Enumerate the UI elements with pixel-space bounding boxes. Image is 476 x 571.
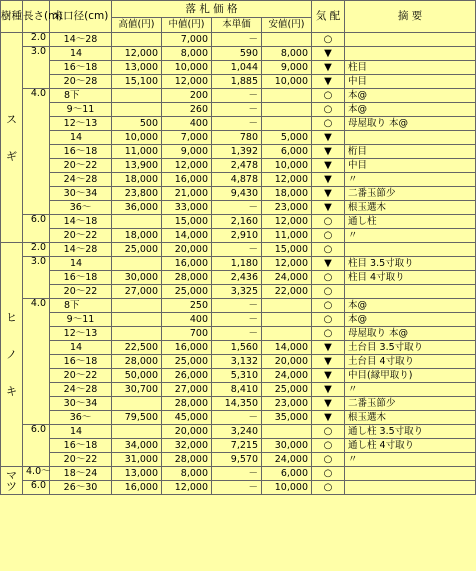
- mid-price-cell: 200: [162, 89, 212, 103]
- note-cell: 土台目 3.5寸取り: [345, 341, 476, 355]
- note-cell: 中目(縁甲取り): [345, 369, 476, 383]
- table-row: [1, 61, 476, 75]
- mid-price-cell: 700: [162, 327, 212, 341]
- unit-price-cell: －: [212, 313, 262, 327]
- trend-cell: ○: [312, 33, 345, 47]
- table-row: [1, 341, 476, 355]
- note-cell: 母屋取り 本@: [345, 117, 476, 131]
- table-row: [1, 215, 476, 229]
- note-cell: 桁目: [345, 145, 476, 159]
- table-row: [1, 187, 476, 201]
- high-price-cell: 36,000: [112, 201, 162, 215]
- high-price-cell: 13,000: [112, 467, 162, 481]
- unit-price-cell: －: [212, 201, 262, 215]
- diameter-cell: 16～18: [50, 271, 112, 285]
- high-price-cell: 31,000: [112, 453, 162, 467]
- table-row: [1, 271, 476, 285]
- table-row: [1, 229, 476, 243]
- table-row: [1, 131, 476, 145]
- diameter-cell: 8下: [50, 89, 112, 103]
- note-cell: 根玉選木: [345, 411, 476, 425]
- note-cell: 通し柱 4寸取り: [345, 439, 476, 453]
- species-char: ヒ: [6, 311, 17, 324]
- low-price-cell: 12,000: [262, 215, 312, 229]
- unit-price-cell: －: [212, 411, 262, 425]
- low-price-cell: 10,000: [262, 481, 312, 495]
- low-price-cell: 6,000: [262, 467, 312, 481]
- trend-cell: ○: [312, 229, 345, 243]
- diameter-cell: 20～28: [50, 75, 112, 89]
- low-price-cell: [262, 33, 312, 47]
- low-price-cell: [262, 299, 312, 313]
- price-group-header: 落 札 価 格: [112, 1, 312, 18]
- trend-cell: ○: [312, 439, 345, 453]
- length-cell: 6.0: [23, 481, 50, 495]
- table-row: [1, 425, 476, 439]
- note-cell: [345, 481, 476, 495]
- low-price-cell: 14,000: [262, 341, 312, 355]
- species-cell: [1, 467, 23, 495]
- table-row: [1, 145, 476, 159]
- low-price-cell: 5,000: [262, 131, 312, 145]
- high-price-cell: 79,500: [112, 411, 162, 425]
- trend-cell: ▼: [312, 383, 345, 397]
- low-price-cell: 22,000: [262, 285, 312, 299]
- low-price-cell: [262, 313, 312, 327]
- low-price-cell: 10,000: [262, 75, 312, 89]
- unit-price-cell: 1,885: [212, 75, 262, 89]
- diameter-cell: 16～18: [50, 439, 112, 453]
- low-price-cell: 15,000: [262, 243, 312, 257]
- mid-price-cell: 15,000: [162, 215, 212, 229]
- mid-price-cell: 26,000: [162, 369, 212, 383]
- trend-cell: ▼: [312, 341, 345, 355]
- trend-cell: ○: [312, 481, 345, 495]
- table-row: [1, 313, 476, 327]
- table-row: [1, 411, 476, 425]
- note-cell: 母屋取り 本@: [345, 327, 476, 341]
- diameter-cell: 18～24: [50, 467, 112, 481]
- table-row: [1, 397, 476, 411]
- unit-price-cell: 14,350: [212, 397, 262, 411]
- trend-cell: ▼: [312, 159, 345, 173]
- diameter-cell: 20～22: [50, 229, 112, 243]
- diameter-cell: 14～28: [50, 33, 112, 47]
- table-row: [1, 75, 476, 89]
- high-price-cell: [112, 215, 162, 229]
- note-cell: 二番玉節少: [345, 187, 476, 201]
- note-cell: [345, 131, 476, 145]
- table-row: [1, 327, 476, 341]
- species-cell: [1, 33, 23, 243]
- note-cell: [345, 467, 476, 481]
- high-price-cell: 30,000: [112, 271, 162, 285]
- high-header: 高値(円): [112, 17, 162, 32]
- species-char: キ: [6, 385, 17, 398]
- trend-cell: ▼: [312, 369, 345, 383]
- note-cell: 本@: [345, 313, 476, 327]
- diameter-cell: 8下: [50, 299, 112, 313]
- diameter-cell: 14: [50, 47, 112, 61]
- unit-price-cell: 4,878: [212, 173, 262, 187]
- mid-price-cell: 16,000: [162, 341, 212, 355]
- unit-price-cell: 9,570: [212, 453, 262, 467]
- diameter-cell: 16～18: [50, 145, 112, 159]
- mid-price-cell: 7,000: [162, 33, 212, 47]
- mid-header: 中値(円): [162, 17, 212, 32]
- high-price-cell: [112, 103, 162, 117]
- trend-cell: ▼: [312, 411, 345, 425]
- mid-price-cell: 27,000: [162, 383, 212, 397]
- diameter-cell: 14: [50, 341, 112, 355]
- trend-cell: ○: [312, 271, 345, 285]
- unit-price-cell: 2,436: [212, 271, 262, 285]
- trend-cell: ▼: [312, 131, 345, 145]
- mid-price-cell: 21,000: [162, 187, 212, 201]
- diameter-cell: 14～28: [50, 243, 112, 257]
- diameter-cell: 16～18: [50, 61, 112, 75]
- length-cell: 2.0: [23, 243, 50, 257]
- unit-price-cell: 1,392: [212, 145, 262, 159]
- mid-price-cell: 28,000: [162, 397, 212, 411]
- trend-cell: ▼: [312, 187, 345, 201]
- note-cell: 柱目 4寸取り: [345, 271, 476, 285]
- table-row: [1, 369, 476, 383]
- mid-price-cell: 25,000: [162, 285, 212, 299]
- mid-price-cell: 12,000: [162, 159, 212, 173]
- table-row: [1, 33, 476, 47]
- unit-price-cell: －: [212, 299, 262, 313]
- low-price-cell: 24,000: [262, 453, 312, 467]
- unit-price-cell: 3,325: [212, 285, 262, 299]
- high-price-cell: 10,000: [112, 131, 162, 145]
- trend-cell: ▼: [312, 397, 345, 411]
- note-cell: 根玉選木: [345, 201, 476, 215]
- unit-price-cell: 2,910: [212, 229, 262, 243]
- unit-price-cell: －: [212, 327, 262, 341]
- length-cell: 4.0: [23, 299, 50, 425]
- trend-cell: ▼: [312, 201, 345, 215]
- diameter-cell: 12～13: [50, 117, 112, 131]
- note-cell: 土台目 4寸取り: [345, 355, 476, 369]
- unit-price-cell: －: [212, 467, 262, 481]
- length-cell: 6.0: [23, 425, 50, 467]
- trend-cell: ○: [312, 467, 345, 481]
- length-cell: 6.0: [23, 215, 50, 243]
- high-price-cell: 27,000: [112, 285, 162, 299]
- unit-price-cell: 590: [212, 47, 262, 61]
- high-price-cell: 23,800: [112, 187, 162, 201]
- low-price-cell: 10,000: [262, 159, 312, 173]
- low-price-cell: 24,000: [262, 271, 312, 285]
- low-price-cell: 23,000: [262, 201, 312, 215]
- note-cell: 通し柱: [345, 215, 476, 229]
- mid-price-cell: 28,000: [162, 271, 212, 285]
- length-cell: 4.0: [23, 89, 50, 215]
- table-row: [1, 467, 476, 481]
- low-price-cell: 11,000: [262, 229, 312, 243]
- high-price-cell: [112, 397, 162, 411]
- diameter-cell: 20～22: [50, 285, 112, 299]
- length-cell: 4.0～: [23, 467, 50, 481]
- table-row: [1, 89, 476, 103]
- trend-cell: ○: [312, 103, 345, 117]
- mid-price-cell: 16,000: [162, 257, 212, 271]
- low-price-cell: 30,000: [262, 439, 312, 453]
- note-cell: 〃: [345, 229, 476, 243]
- high-price-cell: 12,000: [112, 47, 162, 61]
- table-row: [1, 201, 476, 215]
- low-price-cell: [262, 425, 312, 439]
- length-cell: 3.0: [23, 257, 50, 299]
- note-cell: 中目: [345, 159, 476, 173]
- note-cell: 二番玉節少: [345, 397, 476, 411]
- low-header: 安値(円): [262, 17, 312, 32]
- trend-cell: ▼: [312, 145, 345, 159]
- diameter-cell: 24～28: [50, 383, 112, 397]
- note-header: 摘 要: [345, 1, 476, 33]
- diameter-cell: 36～: [50, 411, 112, 425]
- table-row: [1, 481, 476, 495]
- unit-price-cell: 1,180: [212, 257, 262, 271]
- species-char: ツ: [6, 479, 17, 493]
- unit-price-cell: －: [212, 481, 262, 495]
- unit-price-cell: 2,160: [212, 215, 262, 229]
- table-row: [1, 439, 476, 453]
- diameter-cell: 9～11: [50, 313, 112, 327]
- table-row: [1, 47, 476, 61]
- high-price-cell: [112, 425, 162, 439]
- low-price-cell: 6,000: [262, 145, 312, 159]
- note-cell: [345, 285, 476, 299]
- low-price-cell: 12,000: [262, 257, 312, 271]
- high-price-cell: [112, 89, 162, 103]
- mid-price-cell: 260: [162, 103, 212, 117]
- species-char: ギ: [6, 149, 17, 163]
- mid-price-cell: 400: [162, 117, 212, 131]
- table-row: [1, 299, 476, 313]
- high-price-cell: 15,100: [112, 75, 162, 89]
- diameter-cell: 20～22: [50, 159, 112, 173]
- table-row: [1, 355, 476, 369]
- unit-price-cell: －: [212, 243, 262, 257]
- table-row: [1, 243, 476, 257]
- unit-price-cell: 1,044: [212, 61, 262, 75]
- mid-price-cell: 14,000: [162, 229, 212, 243]
- high-price-cell: [112, 327, 162, 341]
- length-cell: 2.0: [23, 33, 50, 47]
- note-cell: 〃: [345, 383, 476, 397]
- mid-price-cell: 400: [162, 313, 212, 327]
- low-price-cell: 12,000: [262, 173, 312, 187]
- length-header: 長さ(m): [23, 1, 50, 33]
- note-cell: 中目: [345, 75, 476, 89]
- note-cell: [345, 47, 476, 61]
- note-cell: 柱目 3.5寸取り: [345, 257, 476, 271]
- trend-cell: ○: [312, 327, 345, 341]
- diameter-cell: 14: [50, 425, 112, 439]
- length-cell: 3.0: [23, 47, 50, 89]
- trend-cell: ▼: [312, 75, 345, 89]
- unit-price-cell: 3,132: [212, 355, 262, 369]
- mid-price-cell: 12,000: [162, 75, 212, 89]
- high-price-cell: 500: [112, 117, 162, 131]
- mid-price-cell: 45,000: [162, 411, 212, 425]
- high-price-cell: 50,000: [112, 369, 162, 383]
- trend-cell: ▼: [312, 47, 345, 61]
- mid-price-cell: 28,000: [162, 453, 212, 467]
- diameter-cell: 30～34: [50, 397, 112, 411]
- unit-price-cell: 7,215: [212, 439, 262, 453]
- table-row: [1, 173, 476, 187]
- mid-price-cell: 9,000: [162, 145, 212, 159]
- low-price-cell: 25,000: [262, 383, 312, 397]
- species-char: ス: [6, 112, 17, 126]
- high-price-cell: [112, 257, 162, 271]
- high-price-cell: [112, 33, 162, 47]
- unit-price-cell: 5,310: [212, 369, 262, 383]
- note-cell: 本@: [345, 103, 476, 117]
- species-header: 樹種: [1, 1, 23, 33]
- note-cell: 柱目: [345, 61, 476, 75]
- high-price-cell: [112, 299, 162, 313]
- table-row: [1, 383, 476, 397]
- diameter-cell: 16～18: [50, 355, 112, 369]
- low-price-cell: [262, 327, 312, 341]
- unit-price-cell: －: [212, 89, 262, 103]
- low-price-cell: 35,000: [262, 411, 312, 425]
- unit-price-cell: 8,410: [212, 383, 262, 397]
- trend-cell: ○: [312, 89, 345, 103]
- trend-cell: ○: [312, 299, 345, 313]
- note-cell: [345, 33, 476, 47]
- diameter-cell: 26～30: [50, 481, 112, 495]
- table-row: [1, 117, 476, 131]
- low-price-cell: [262, 117, 312, 131]
- unit-price-cell: 3,240: [212, 425, 262, 439]
- mid-price-cell: 7,000: [162, 131, 212, 145]
- low-price-cell: 20,000: [262, 355, 312, 369]
- trend-cell: ○: [312, 425, 345, 439]
- table-row: [1, 285, 476, 299]
- low-price-cell: 24,000: [262, 369, 312, 383]
- low-price-cell: 8,000: [262, 47, 312, 61]
- note-cell: 本@: [345, 299, 476, 313]
- high-price-cell: 18,000: [112, 173, 162, 187]
- mid-price-cell: 20,000: [162, 425, 212, 439]
- unit-price-cell: －: [212, 117, 262, 131]
- unit-price-cell: 9,430: [212, 187, 262, 201]
- table-row: [1, 159, 476, 173]
- diameter-cell: 20～22: [50, 369, 112, 383]
- high-price-cell: 28,000: [112, 355, 162, 369]
- low-price-cell: [262, 103, 312, 117]
- note-cell: [345, 243, 476, 257]
- high-price-cell: 11,000: [112, 145, 162, 159]
- mid-price-cell: 10,000: [162, 61, 212, 75]
- trend-cell: ○: [312, 215, 345, 229]
- trend-cell: ○: [312, 285, 345, 299]
- mid-price-cell: 20,000: [162, 243, 212, 257]
- high-price-cell: [112, 313, 162, 327]
- species-cell: [1, 243, 23, 467]
- trend-cell: ○: [312, 313, 345, 327]
- diameter-cell: 36～: [50, 201, 112, 215]
- trend-cell: ▼: [312, 61, 345, 75]
- mid-price-cell: 33,000: [162, 201, 212, 215]
- high-price-cell: 25,000: [112, 243, 162, 257]
- mid-price-cell: 25,000: [162, 355, 212, 369]
- table-row: [1, 257, 476, 271]
- unit-price-cell: 2,478: [212, 159, 262, 173]
- table-row: [1, 453, 476, 467]
- mid-price-cell: 12,000: [162, 481, 212, 495]
- table-row: [1, 103, 476, 117]
- diameter-cell: 30～34: [50, 187, 112, 201]
- species-char: ノ: [6, 348, 17, 361]
- low-price-cell: 9,000: [262, 61, 312, 75]
- trend-cell: ▼: [312, 173, 345, 187]
- diameter-header: 末口径(cm): [50, 1, 112, 33]
- high-price-cell: 30,700: [112, 383, 162, 397]
- trend-cell: ○: [312, 117, 345, 131]
- high-price-cell: 13,000: [112, 61, 162, 75]
- high-price-cell: 34,000: [112, 439, 162, 453]
- diameter-cell: 14: [50, 257, 112, 271]
- species-char: マ: [6, 468, 17, 482]
- high-price-cell: 16,000: [112, 481, 162, 495]
- unit-price-cell: 780: [212, 131, 262, 145]
- mid-price-cell: 8,000: [162, 467, 212, 481]
- high-price-cell: 22,500: [112, 341, 162, 355]
- unit-price-cell: －: [212, 33, 262, 47]
- note-cell: 〃: [345, 173, 476, 187]
- diameter-cell: 24～28: [50, 173, 112, 187]
- high-price-cell: 13,900: [112, 159, 162, 173]
- diameter-cell: 12～13: [50, 327, 112, 341]
- trend-cell: ○: [312, 453, 345, 467]
- low-price-cell: 18,000: [262, 187, 312, 201]
- high-price-cell: 18,000: [112, 229, 162, 243]
- mid-price-cell: 8,000: [162, 47, 212, 61]
- table-body: [1, 33, 476, 495]
- low-price-cell: [262, 89, 312, 103]
- mid-price-cell: 16,000: [162, 173, 212, 187]
- diameter-cell: 14～18: [50, 215, 112, 229]
- trend-cell: ▼: [312, 355, 345, 369]
- note-cell: 〃: [345, 453, 476, 467]
- trend-header: 気 配: [312, 1, 345, 33]
- unit-header: 本単価: [212, 17, 262, 32]
- note-cell: 本@: [345, 89, 476, 103]
- diameter-cell: 20～22: [50, 453, 112, 467]
- trend-cell: ○: [312, 243, 345, 257]
- mid-price-cell: 32,000: [162, 439, 212, 453]
- diameter-cell: 9～11: [50, 103, 112, 117]
- mid-price-cell: 250: [162, 299, 212, 313]
- unit-price-cell: －: [212, 103, 262, 117]
- note-cell: 通し柱 3.5寸取り: [345, 425, 476, 439]
- low-price-cell: 23,000: [262, 397, 312, 411]
- diameter-cell: 14: [50, 131, 112, 145]
- unit-price-cell: 1,560: [212, 341, 262, 355]
- trend-cell: ▼: [312, 257, 345, 271]
